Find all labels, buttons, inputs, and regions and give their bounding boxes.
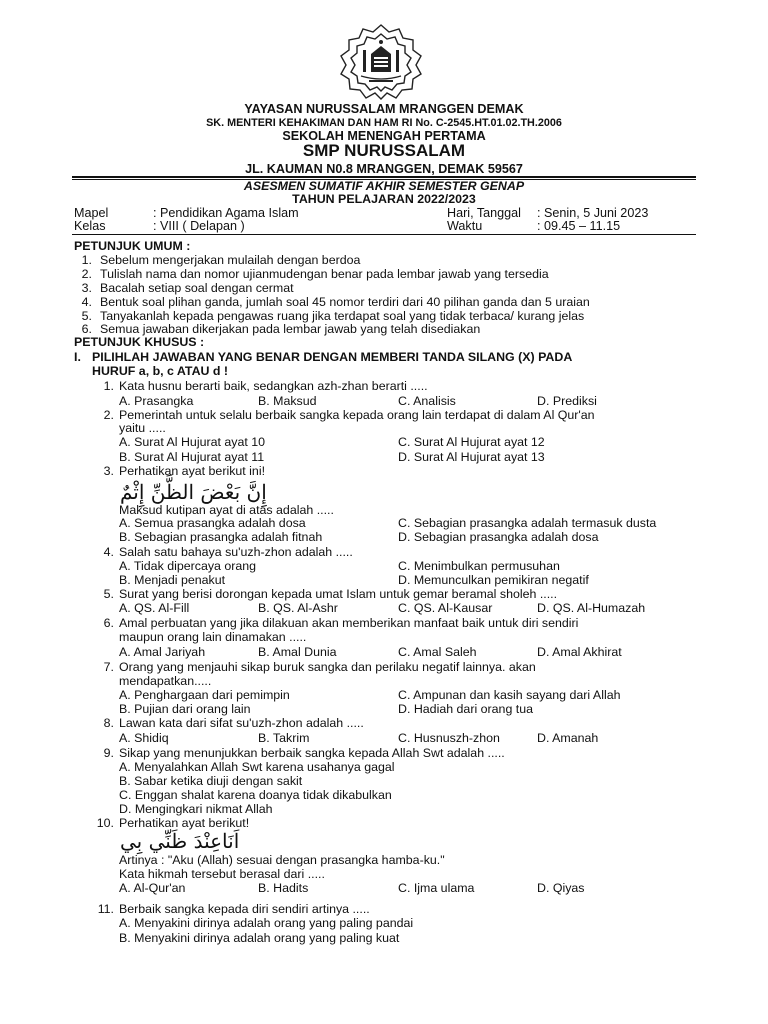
question-number: 2. [103,408,114,422]
answer-option: D. Prediksi [537,394,597,408]
question-text: Pemerintah untuk selalu berbaik sangka kepada orang lain terdapat di dalam Al Qur'an [119,408,595,422]
answer-option: B. Surat Al Hujurat ayat 11 [119,450,265,464]
school-name: SMP NURUSSALAM [302,141,466,160]
question-text: mendapatkan..... [119,674,212,688]
section-heading-line2: HURUF a, b, c ATAU d ! [92,364,229,378]
answer-option: C. Analisis [398,394,456,408]
question-text: Kata hikmah tersebut berasal dari ..... [119,867,325,881]
special-instructions-title: PETUNJUK KHUSUS : [74,335,205,349]
answer-option: B. Sabar ketika diuji dengan sakit [119,774,303,788]
general-instruction-item: Semua jawaban dikerjakan pada lembar jawab yang telah disediakan [100,322,481,336]
answer-option: D. Hadiah dari orang tua [398,702,534,716]
question-number: 10. [96,816,114,830]
question-number: 11. [97,902,114,916]
answer-option: C. Sebagian prasangka adalah termasuk dusta [398,516,657,530]
general-instruction-item: Tanyakanlah kepada pengawas ruang jika terdapat soal yang tidak terbaca/ kurang jelas [100,309,585,323]
answer-option: D. Sebagian prasangka adalah dosa [398,530,599,544]
general-instruction-item: Tulislah nama dan nomor ujianmudengan benar pada lembar jawab yang tersedia [100,267,549,281]
question-text: Maksud kutipan ayat di atas adalah ..... [119,503,334,517]
answer-option: A. Semua prasangka adalah dosa [119,516,306,530]
gi-num: 1. [81,253,92,267]
arabic-hadith: اَنَاعِنْدَ ظَنِّي بِي [120,829,240,853]
question-text: Surat yang berisi dorongan kepada umat Islam untuk gemar beramal sholeh ..... [119,587,558,601]
question-text: Berbaik sangka kepada diri sendiri artinya ..... [119,902,370,916]
answer-option: A. Prasangka [119,394,194,408]
answer-option: A. Shidiq [119,731,169,745]
answer-option: C. Husnuszh-zhon [398,731,500,745]
section-number: I. [74,350,81,364]
question-number: 1. [103,379,114,393]
answer-option: C. Enggan shalat karena doanya tidak dikabulkan [119,788,392,802]
gi-num: 2. [81,267,92,281]
question-text: Perhatikan ayat berikut ini! [119,464,266,478]
answer-option: D. Surat Al Hujurat ayat 13 [398,450,545,464]
gi-num: 4. [81,295,92,309]
question-text: maupun orang lain dinamakan ..... [119,630,307,644]
answer-option: B. Pujian dari orang lain [119,702,251,716]
answer-option: D. Amanah [537,731,599,745]
question-text: Amal perbuatan yang jika dilakuan akan memberikan manfaat baik untuk diri sendiri [119,616,579,630]
question-text: Salah satu bahaya su'uzh-zhon adalah ..... [119,545,353,559]
question-number: 6. [103,616,114,630]
answer-option: A. Al-Qur'an [119,881,186,895]
arabic-verse: إِنَّ بَعْضَ الظَّنِّ إِثْمٌ [120,480,267,504]
subject-label: Mapel [74,206,109,220]
answer-option: C. Ampunan dan kasih sayang dari Allah [398,688,621,702]
school-level: SEKOLAH MENENGAH PERTAMA [282,129,486,143]
answer-option: B. Amal Dunia [258,645,337,659]
question-number: 5. [103,587,114,601]
question-text: Lawan kata dari sifat su'uzh-zhon adalah ..... [119,716,364,730]
info-divider [72,234,696,235]
general-instruction-item: Sebelum mengerjakan mulailah dengan berdoa [100,253,361,267]
answer-option: C. Menimbulkan permusuhan [398,559,560,573]
answer-option: B. Maksud [258,394,317,408]
question-number: 8. [103,716,114,730]
answer-option: C. Surat Al Hujurat ayat 12 [398,435,545,449]
subject-value: : Pendidikan Agama Islam [153,206,299,220]
question-text: Perhatikan ayat berikut! [119,816,250,830]
time-label: Waktu [447,219,483,233]
answer-option: D. Memunculkan pemikiran negatif [398,573,589,587]
class-value: : VIII ( Delapan ) [153,219,245,233]
question-text: yaitu ..... [119,421,166,435]
header-divider-thick [72,176,696,178]
answer-option: B. QS. Al-Ashr [258,601,338,615]
date-label: Hari, Tanggal [447,206,521,220]
answer-option: A. Amal Jariyah [119,645,206,659]
academic-year: TAHUN PELAJARAN 2022/2023 [292,192,476,206]
question-text: Orang yang menjauhi sikap buruk sangka dan perilaku negatif lainnya. akan [119,660,536,674]
gi-num: 5. [81,309,92,323]
class-label: Kelas [74,219,106,233]
question-text: Sikap yang menunjukkan berbaik sangka kepada Allah Swt adalah ..... [119,746,505,760]
answer-option: A. Penghargaan dari pemimpin [119,688,290,702]
answer-option: D. Amal Akhirat [537,645,622,659]
decree-number: SK. MENTERI KEHAKIMAN DAN HAM RI No. C-2545.HT.01.02.TH.2006 [206,117,562,129]
question-text: Artinya : "Aku (Allah) sesuai dengan prasangka hamba-ku." [119,853,445,867]
question-number: 4. [103,545,114,559]
answer-option: C. Ijma ulama [398,881,475,895]
answer-option: B. Takrim [258,731,310,745]
answer-option: A. Surat Al Hujurat ayat 10 [119,435,266,449]
answer-option: B. Menyakini dirinya adalah orang yang paling kuat [119,931,400,945]
foundation-name: YAYASAN NURUSSALAM MRANGGEN DEMAK [244,102,524,116]
date-value: : Senin, 5 Juni 2023 [537,206,649,220]
gi-num: 3. [81,281,92,295]
answer-option: A. Menyalahkan Allah Swt karena usahanya gagal [119,760,395,774]
answer-option: D. QS. Al-Humazah [537,601,646,615]
question-number: 7. [103,660,114,674]
answer-option: A. Menyakini dirinya adalah orang yang paling pandai [119,916,414,930]
question-number: 9. [103,746,114,760]
general-instruction-item: Bentuk soal plihan ganda, jumlah soal 45 nomor terdiri dari 40 pilihan ganda dan 5 uraian [100,295,590,309]
answer-option: A. QS. Al-Fill [119,601,190,615]
school-address: JL. KAUMAN N0.8 MRANGGEN, DEMAK 59567 [245,162,523,176]
section-heading-line1: PILIHLAH JAWABAN YANG BENAR DENGAN MEMBERI TANDA SILANG (X) PADA [92,350,573,364]
school-logo [333,22,429,100]
answer-option: C. QS. Al-Kausar [398,601,493,615]
time-value: : 09.45 – 11.15 [537,219,621,233]
general-instructions-title: PETUNJUK UMUM : [74,239,191,253]
question-number: 3. [103,464,114,478]
general-instruction-item: Bacalah setiap soal dengan cermat [100,281,294,295]
answer-option: B. Menjadi penakut [119,573,226,587]
answer-option: B. Sebagian prasangka adalah fitnah [119,530,323,544]
answer-option: D. Mengingkari nikmat Allah [119,802,273,816]
exam-title: ASESMEN SUMATIF AKHIR SEMESTER GENAP [243,179,525,193]
answer-option: B. Hadits [258,881,309,895]
question-text: Kata husnu berarti baik, sedangkan azh-zhan berarti ..... [119,379,428,393]
gi-num: 6. [81,322,92,336]
answer-option: A. Tidak dipercaya orang [119,559,257,573]
answer-option: D. Qiyas [537,881,585,895]
answer-option: C. Amal Saleh [398,645,477,659]
